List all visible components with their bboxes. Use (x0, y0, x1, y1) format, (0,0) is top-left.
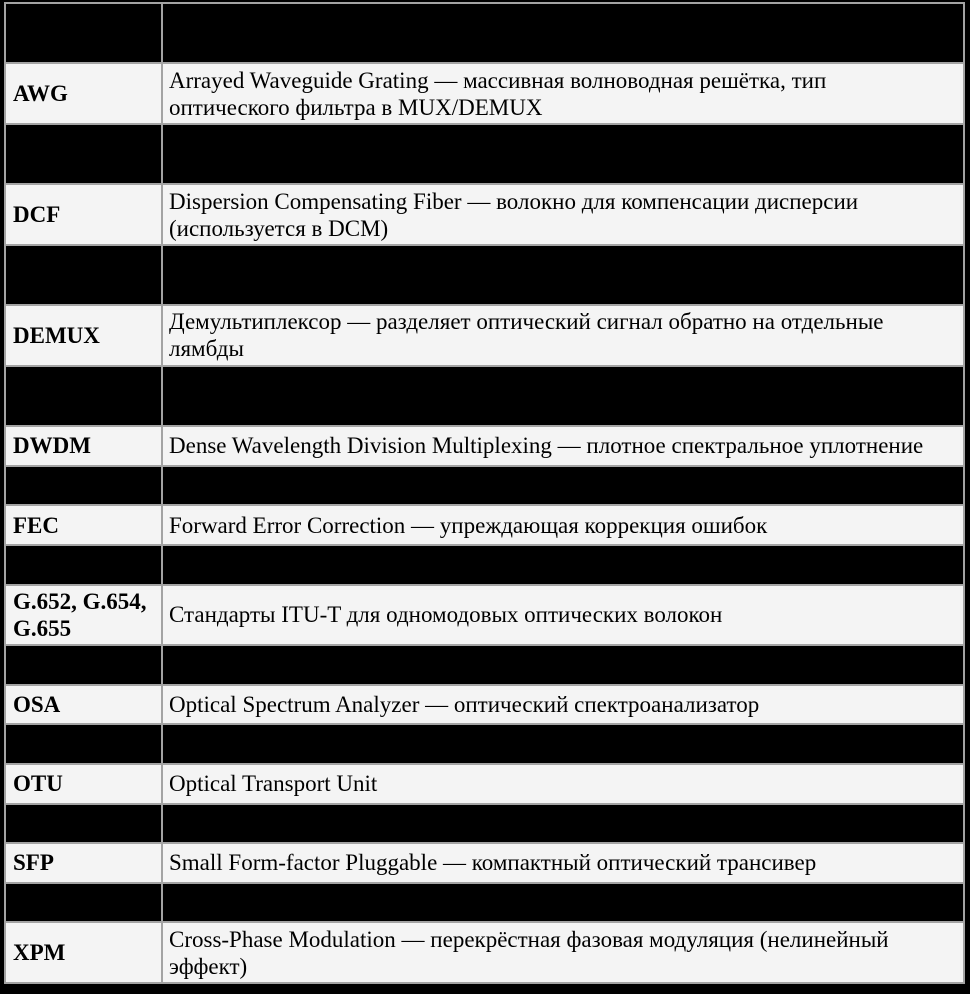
term-cell: DEMUX (5, 305, 162, 365)
glossary-row (5, 505, 964, 545)
redacted-row (5, 366, 964, 426)
redacted-definition-cell (162, 724, 964, 764)
redacted-term-cell (5, 245, 162, 305)
glossary-row (5, 585, 964, 645)
glossary-table (4, 2, 965, 984)
redacted-row (5, 124, 964, 184)
redacted-row (5, 724, 964, 764)
glossary-row (5, 843, 964, 883)
redacted-definition-cell (162, 124, 964, 184)
term-cell: OSA (5, 685, 162, 725)
redacted-row (5, 883, 964, 923)
redacted-definition-cell (162, 245, 964, 305)
definition-cell: Демультиплексор — разделяет оптический сигнал обратно на отдельные лямбды (162, 305, 964, 365)
definition-cell: Dense Wavelength Division Multiplexing — плотное спектральное уплотнение (162, 426, 964, 466)
redacted-definition-cell (162, 466, 964, 506)
glossary-row (5, 426, 964, 466)
term-cell: DWDM (5, 426, 162, 466)
glossary-row (5, 685, 964, 725)
redacted-definition-cell (162, 545, 964, 585)
redacted-row (5, 466, 964, 506)
redacted-definition-cell (162, 645, 964, 685)
redacted-term-cell (5, 883, 162, 923)
glossary-row (5, 305, 964, 365)
redacted-term-cell (5, 124, 162, 184)
redacted-term-cell (5, 645, 162, 685)
redacted-term-cell (5, 466, 162, 506)
redacted-row (5, 804, 964, 844)
redacted-row (5, 645, 964, 685)
term-cell: FEC (5, 505, 162, 545)
term-cell: AWG (5, 63, 162, 123)
definition-cell: Small Form-factor Pluggable — компактный оптический трансивер (162, 843, 964, 883)
redacted-term-cell (5, 724, 162, 764)
redacted-term-cell (5, 545, 162, 585)
definition-cell: Dispersion Compensating Fiber — волокно для компенсации дисперсии (используется в DCM) (162, 184, 964, 244)
redacted-row (5, 3, 964, 63)
definition-cell: Forward Error Correction — упреждающая коррекция ошибок (162, 505, 964, 545)
redacted-definition-cell (162, 804, 964, 844)
redacted-term-cell (5, 366, 162, 426)
redacted-term-cell (5, 3, 162, 63)
redacted-definition-cell (162, 3, 964, 63)
term-cell: G.652, G.654, G.655 (5, 585, 162, 645)
term-cell: SFP (5, 843, 162, 883)
term-cell: XPM (5, 922, 162, 983)
definition-cell: Optical Spectrum Analyzer — оптический спектроанализатор (162, 685, 964, 725)
redacted-row (5, 545, 964, 585)
glossary-row (5, 63, 964, 123)
glossary-row (5, 922, 964, 983)
glossary-row (5, 184, 964, 244)
redacted-definition-cell (162, 366, 964, 426)
definition-cell: Стандарты ITU-T для одномодовых оптических волокон (162, 585, 964, 645)
redacted-row (5, 245, 964, 305)
definition-cell: Cross-Phase Modulation — перекрёстная фазовая модуляция (нелинейный эффект) (162, 922, 964, 983)
glossary-row (5, 764, 964, 804)
term-cell: OTU (5, 764, 162, 804)
redacted-term-cell (5, 804, 162, 844)
definition-cell: Arrayed Waveguide Grating — массивная волноводная решётка, тип оптического фильтра в MUX/DEMUX (162, 63, 964, 123)
definition-cell: Optical Transport Unit (162, 764, 964, 804)
term-cell: DCF (5, 184, 162, 244)
redacted-definition-cell (162, 883, 964, 923)
glossary-table-body (5, 3, 964, 983)
